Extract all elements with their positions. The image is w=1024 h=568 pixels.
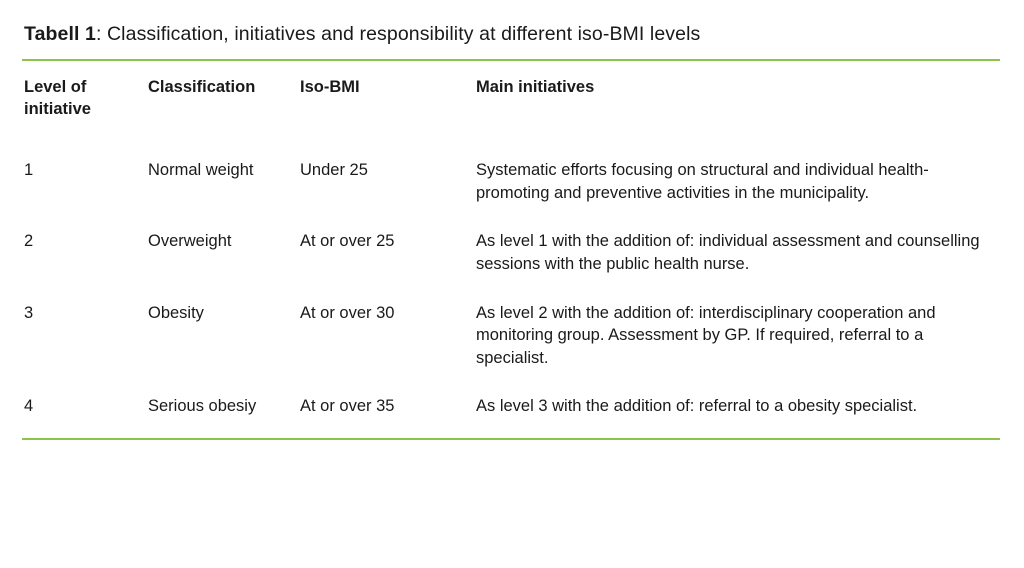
table-bottom-rule	[22, 438, 1000, 440]
cell-main-initiatives: As level 1 with the addition of: individual assessment and counselling sessions with the public health nurse.	[476, 232, 980, 273]
table-caption	[22, 18, 1002, 59]
cell-main-initiatives: As level 2 with the addition of: interdisciplinary cooperation and monitoring group. Assessment by GP. If required, referral to a specialist.	[476, 303, 936, 367]
table-header	[22, 61, 1000, 139]
column-header-iso-bmi: Iso-BMI	[300, 78, 360, 97]
table-row	[22, 289, 1000, 383]
cell-classification: Obesity	[148, 303, 204, 322]
cell-level: 3	[24, 303, 34, 322]
table-row	[22, 139, 1000, 217]
cell-level: 1	[24, 161, 34, 180]
column-header-classification: Classification	[148, 78, 256, 97]
iso-bmi-table	[22, 61, 1000, 438]
cell-level: 4	[24, 397, 34, 416]
cell-main-initiatives: As level 3 with the addition of: referral to a obesity specialist.	[476, 397, 918, 416]
cell-classification: Normal weight	[148, 161, 254, 180]
table-caption-text: : Classification, initiatives and responsibility at different iso-BMI levels	[95, 23, 701, 45]
table-body	[22, 139, 1000, 438]
column-header-main-initiatives: Main initiatives	[476, 78, 595, 97]
cell-iso-bmi: At or over 35	[300, 397, 395, 416]
cell-iso-bmi: Under 25	[300, 161, 368, 180]
table-row	[22, 217, 1000, 288]
cell-main-initiatives: Systematic efforts focusing on structural and individual health-promoting and preventive activities in the municipality.	[476, 161, 929, 202]
table-caption-label: Tabell 1	[24, 23, 96, 45]
column-header-level: Level of initiative	[24, 78, 91, 119]
cell-iso-bmi: At or over 30	[300, 303, 395, 322]
cell-classification: Serious obesiy	[148, 397, 257, 416]
cell-level: 2	[24, 232, 34, 251]
table-header-row	[22, 61, 1000, 139]
cell-classification: Overweight	[148, 232, 232, 251]
cell-iso-bmi: At or over 25	[300, 232, 395, 251]
table-row	[22, 382, 1000, 438]
